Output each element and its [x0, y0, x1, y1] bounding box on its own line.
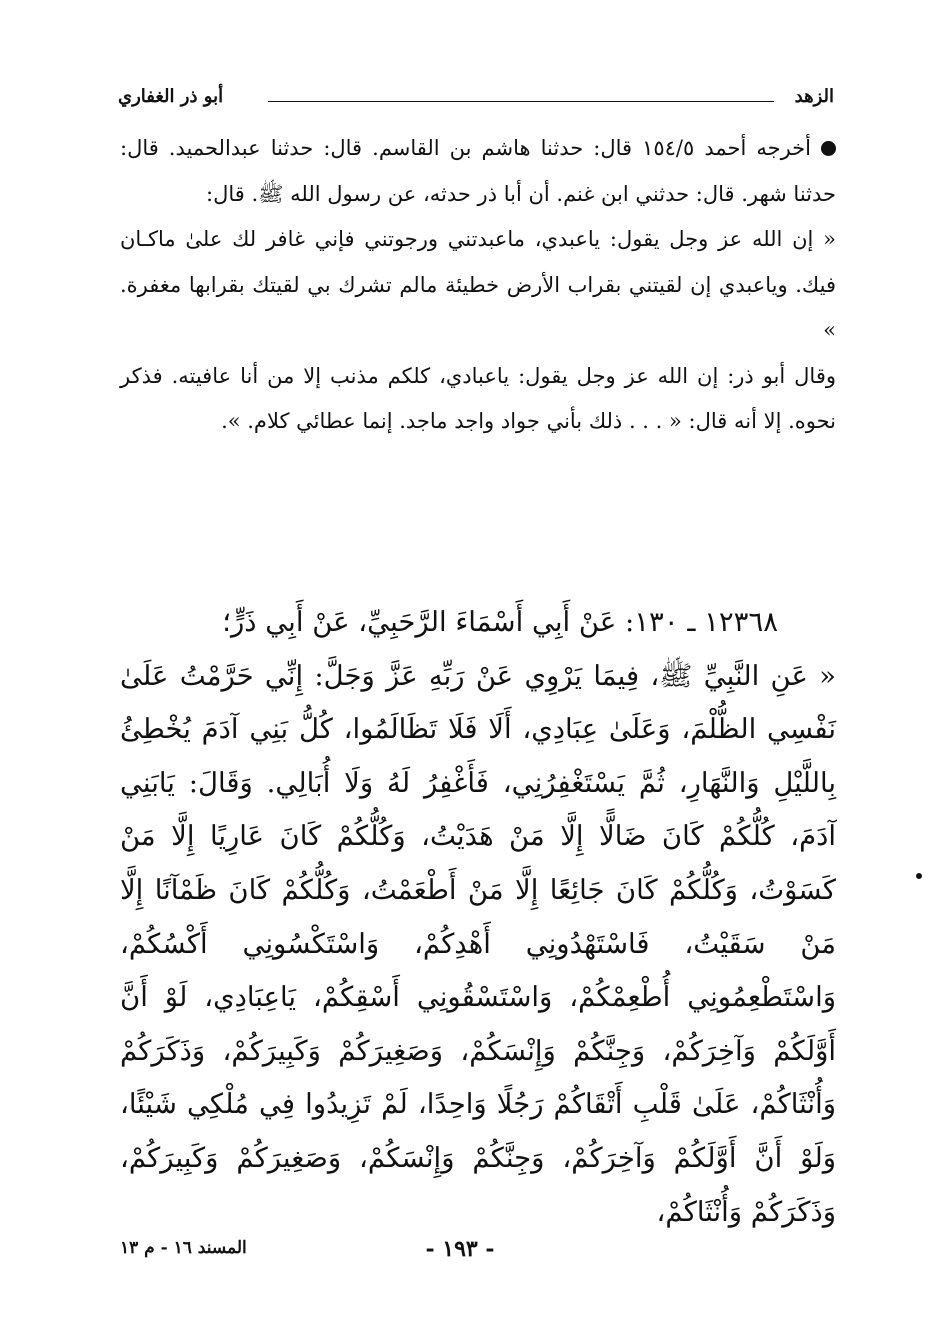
footnote-paragraph-source: [120, 126, 836, 217]
header-rule: [268, 101, 774, 102]
header-section-title: الزهد: [794, 86, 834, 107]
footnote-source-text: أخرجه أحمد ١٥٤/٥ قال: حدثنا هاشم بن القاسم. قال: حدثنا عبدالحميد. قال: حدثنا شهر. قال: حدثني ابن غنم. أن أبا ذر حدثه، عن رسول الله ﷺ. قال:: [120, 136, 836, 206]
footnote-block: [120, 126, 836, 445]
running-header: [118, 82, 834, 116]
hadith-heading: ١٢٣٦٨ ـ ١٣٠: عَنْ أَبِي أَسْمَاءَ الرَّحَبِيِّ، عَنْ أَبِي ذَرٍّ؛: [222, 606, 778, 638]
volume-signature: المسند ١٦ - م ١٣: [120, 1238, 247, 1258]
bullet-icon: [821, 141, 836, 156]
margin-mark: [916, 873, 922, 879]
header-companion-name: أبو ذر الغفاري: [118, 86, 224, 107]
footnote-paragraph-variant: وقال أبو ذر: إن الله عز وجل يقول: ياعبادي، كلكم مذنب إلا من أنا عافيته. فذكر نحوه. إلا أنه قال: « . . . ذلك بأني جواد واجد ماجد. إنما عطائي كلام. ».: [120, 363, 836, 433]
footnote-paragraph-quote: « إن الله عز وجل يقول: ياعبدي، ماعبدتني ورجوتني فإني غافر لك علىٰ ماكـان فيك. وياعبدي إن لقيتني بقراب الأرض خطيئة مالم تشرك بي لقيتك بقرابها مغفرة. »: [120, 227, 836, 342]
page-number: - ١٩٣ -: [425, 1236, 495, 1262]
hadith-body: « عَنِ النَّبِيِّ ﷺ، فِيمَا يَرْوِي عَنْ رَبِّهِ عَزَّ وَجَلَّ: إِنِّي حَرَّمْتُ عَلَىٰ نَفْسِي الظُّلْمَ، وَعَلَىٰ عِبَادِي، أَلَا فَلَا تَظَالَمُوا، كُلُّ بَنِي آدَمَ يُخْطِئُ بِاللَّيْلِ وَالنَّهَارِ، ثُمَّ يَسْتَغْفِرُنِي، فَأَغْفِرُ لَهُ وَلَا أُبَالِي. وَقَالَ: يَابَنِي آدَمَ، كُلُّكُمْ كَانَ ضَالًّا إِلَّا مَنْ هَدَيْتُ، وَكُلُّكُمْ كَانَ عَارِيًا إِلَّا مَنْ كَسَوْتُ، وَكُلُّكُمْ كَانَ جَائِعًا إِلَّا مَنْ أَطْعَمْتُ، وَكُلُّكُمْ كَانَ ظَمْآنًا إِلَّا مَنْ سَقَيْتُ، فَاسْتَهْدُونِي أَهْدِكُمْ، وَاسْتَكْسُونِي أَكْسُكُمْ، وَاسْتَطْعِمُونِي أُطْعِمْكُمْ، وَاسْتَسْقُونِي أَسْقِكُمْ، يَاعِبَادِي، لَوْ أَنَّ أَوَّلَكُمْ وَآخِرَكُمْ، وَجِنَّكُمْ وَإِنْسَكُمْ، وَصَغِيرَكُمْ وَكَبِيرَكُمْ، وَذَكَرَكُمْ وَأُنْثَاكُمْ، عَلَىٰ قَلْبِ أَتْقَاكُمْ رَجُلًا وَاحِدًا، لَمْ تَزِيدُوا فِي مُلْكِي شَيْئًا، وَلَوْ أَنَّ أَوَّلَكُمْ وَآخِرَكُمْ، وَجِنَّكُمْ وَإِنْسَكُمْ، وَصَغِيرَكُمْ وَكَبِيرَكُمْ، وَذَكَرَكُمْ وَأُنْثَاكُمْ،: [120, 659, 836, 1228]
hadith-block: [120, 596, 836, 1239]
